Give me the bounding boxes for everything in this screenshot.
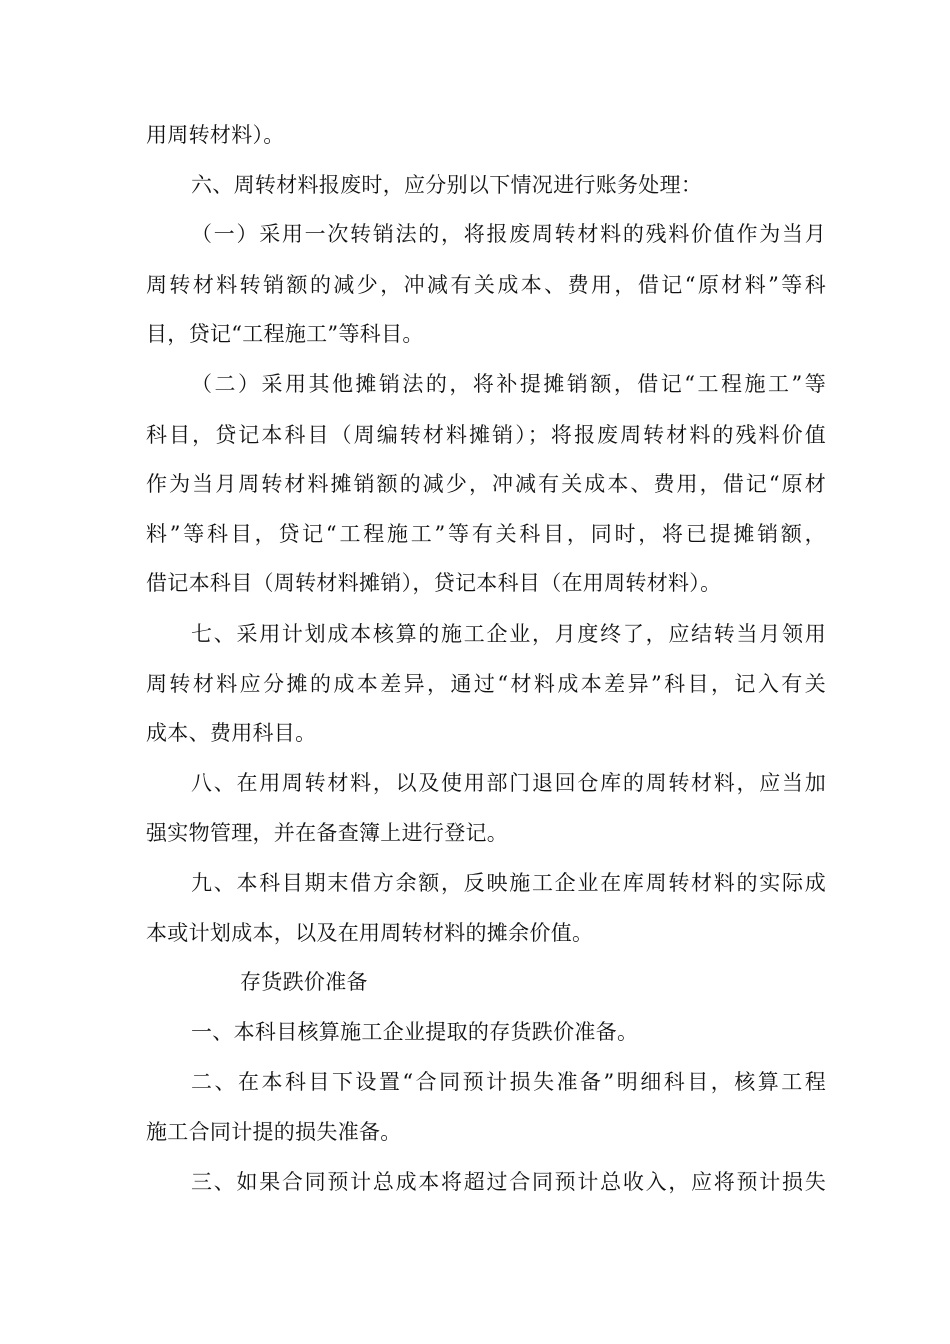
text-line-15: 强实物管理，并在备查簿上进行登记。 bbox=[146, 821, 509, 845]
text-line-17: 本或计划成本，以及在用周转材料的摊余价值。 bbox=[146, 921, 594, 945]
text-line-18: 一、本科目核算施工企业提取的存货跌价准备。 bbox=[191, 1020, 639, 1044]
text-line-4: 周转材料转销额的减少，冲减有关成本、费用，借记“原材料”等科 bbox=[146, 273, 827, 297]
text-line-21: 三、如果合同预计总成本将超过合同预计总收入，应将预计损失 bbox=[191, 1170, 826, 1194]
text-line-7: 科目，贷记本科目（周编转材料摊销）；将报废周转材料的残料价值 bbox=[146, 423, 826, 447]
text-line-12: 周转材料应分摊的成本差异，通过“材料成本差异”科目，记入有关 bbox=[146, 672, 826, 696]
text-line-3: （一）采用一次转销法的，将报废周转材料的残料价值作为当月 bbox=[191, 222, 826, 246]
text-line-10: 借记本科目（周转材料摊销），贷记本科目（在用周转材料）。 bbox=[146, 571, 722, 595]
text-line-8: 作为当月周转材料摊销额的减少，冲减有关成本、费用，借记“原材 bbox=[146, 472, 826, 496]
text-line-6: （二）采用其他摊销法的，将补提摊销额，借记“工程施工”等 bbox=[191, 372, 826, 396]
text-line-16: 九、本科目期末借方余额，反映施工企业在库周转材料的实际成 bbox=[191, 871, 826, 895]
text-line-20: 施工合同计提的损失准备。 bbox=[146, 1120, 402, 1144]
section-heading: 存货跌价准备 bbox=[240, 970, 368, 994]
text-line-5: 目，贷记“工程施工”等科目。 bbox=[146, 322, 424, 346]
text-line-9: 料”等科目，贷记“工程施工”等有关科目，同时，将已提摊销额， bbox=[146, 522, 826, 546]
text-line-13: 成本、费用科目。 bbox=[146, 721, 317, 745]
text-line-2: 六、周转材料报废时，应分别以下情况进行账务处理： bbox=[191, 173, 703, 197]
text-line-1: 用周转材料）。 bbox=[146, 123, 285, 147]
text-line-14: 八、在用周转材料，以及使用部门退回仓库的周转材料，应当加 bbox=[191, 771, 826, 795]
text-line-11: 七、采用计划成本核算的施工企业，月度终了，应结转当月领用 bbox=[191, 622, 826, 646]
text-line-19: 二、在本科目下设置“合同预计损失准备”明细科目，核算工程 bbox=[191, 1070, 826, 1094]
